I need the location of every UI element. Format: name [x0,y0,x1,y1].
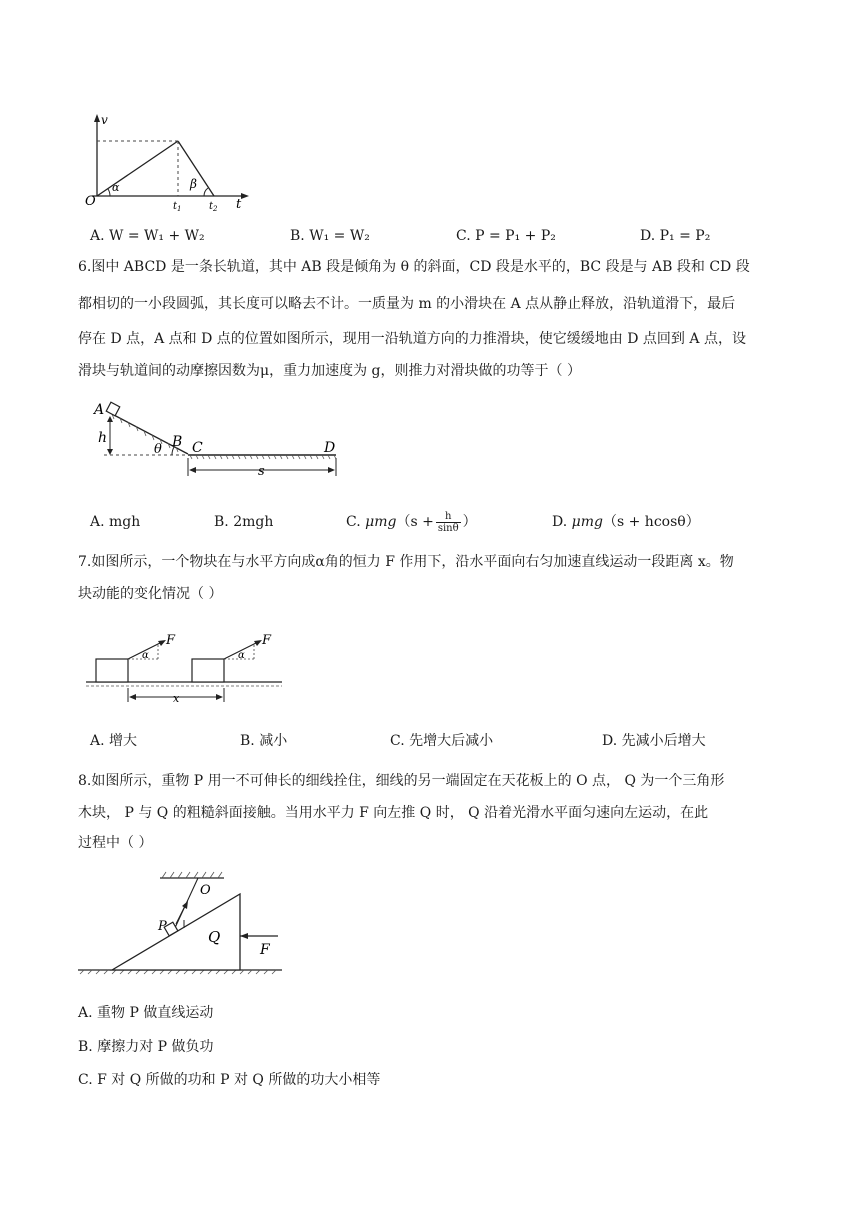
q6-line-2: 都相切的一小段圆弧，其长度可以略去不计。一质量为 m 的小滑块在 A 点从静止释放，沿轨道滑下，最后 [78,296,736,312]
s-arrow-right [328,467,335,473]
point-o-label: O [200,883,211,898]
q6-option-d-rest: （s + hcosθ） [602,514,700,530]
rising-segment [97,141,178,196]
weight-p-label: P [158,919,167,934]
q6-option-a[interactable]: A. mgh [90,514,141,530]
alpha-label: α [112,181,120,194]
fraction-denominator: sinθ [437,522,459,534]
ceiling-hatch [162,872,222,878]
q8-line-2: 木块， P 与 Q 的粗糙斜面接触。当用水平力 F 向左推 Q 时， Q 沿着光滑水平面匀速向左运动，在此 [78,805,709,821]
h-label: h [98,430,108,446]
q7-option-b[interactable]: B. 减小 [240,733,288,749]
q8-line-1: 8.如图所示，重物 P 用一不可伸长的细线拴住，细线的另一端固定在天花板上的 O 点， Q 为一个三角形 [78,773,725,789]
block-start [96,659,128,682]
q6-option-b[interactable]: B. 2mgh [214,514,274,530]
q6-option-d[interactable] [552,512,700,532]
q6-line-1: 6.图中 ABCD 是一条长轨道，其中 AB 段是倾角为 θ 的斜面，CD 段是水平的，BC 段是与 AB 段和 CD 段 [78,259,750,275]
point-b-label: B [172,434,183,450]
force-f-label: F [260,942,270,958]
t-axis-label: t [236,197,242,212]
s-label: s [258,464,265,479]
q6-option-c[interactable] [346,509,477,535]
q6-option-c-prefix: C. [346,514,366,530]
q5-option-c[interactable]: C. P = P₁ + P₂ [456,228,556,244]
q5-option-b[interactable]: B. W₁ = W₂ [290,228,370,244]
t-axis-arrow [241,193,249,199]
q8-option-b[interactable]: B. 摩擦力对 P 做负功 [78,1039,214,1055]
v-axis-label: v [101,113,108,127]
alpha-label-1: α [142,650,149,661]
q8-option-a[interactable]: A. 重物 P 做直线运动 [78,1005,214,1021]
point-c-label: C [192,440,203,456]
q7-option-c[interactable]: C. 先增大后减小 [390,733,494,749]
q6-option-c-open: （s + [396,514,434,530]
push-force-head [240,933,248,939]
theta-label: θ [154,442,162,457]
origin-label: O [85,194,96,209]
x-label: x [173,692,180,704]
t1-label: $t_1$ [173,201,182,212]
q6-option-c-mu: μmg [365,514,397,530]
height-arrow-down [107,449,113,455]
point-a-label: A [94,402,105,418]
q5-option-a[interactable]: A. W = W₁ + W₂ [90,228,205,244]
vt-graph-figure [84,112,254,212]
q6-option-c-fraction [436,511,461,534]
q6-option-d-mu: μmg [571,514,603,530]
q6-option-c-close: ） [462,514,477,530]
q7-line-2: 块动能的变化情况（ ） [78,586,223,602]
q6-line-3: 停在 D 点，A 点和 D 点的位置如图所示，现用一沿轨道方向的力推滑块，使它缓缓地由 D 点回到 A 点，设 [78,331,746,347]
height-arrow-up [107,416,113,422]
x-arrow-right [216,694,223,700]
tension-arrow-head [182,901,188,909]
q6-option-d-prefix: D. [552,514,572,530]
force-label-2: F [262,633,272,648]
point-d-label: D [324,440,336,456]
q6-line-4: 滑块与轨道间的动摩擦因数为μ，重力加速度为 g，则推力对滑块做的功等于（ ） [78,363,581,379]
beta-label: β [190,177,197,191]
alpha-arc [108,189,110,196]
slider-block [106,402,120,416]
x-arrow-left [129,694,136,700]
fraction-numerator: h [436,511,461,523]
wedge-q-label: Q [208,928,221,946]
beta-arc [204,188,208,196]
q7-option-a[interactable]: A. 增大 [90,733,138,749]
block-end [192,659,224,682]
t2-label: $t_2$ [209,201,218,212]
q8-option-c[interactable]: C. F 对 Q 所做的功和 P 对 Q 所做的功大小相等 [78,1072,381,1088]
force-label-1: F [166,633,176,648]
q7-line-1: 7.如图所示，一个物块在与水平方向成α角的恒力 F 作用下，沿水平面向右匀加速直线运动一段距离 x。物 [78,554,734,570]
v-axis-arrow [94,114,100,122]
track-abcd-figure [90,398,352,480]
block-force-figure [84,628,284,704]
wedge-figure [76,866,288,984]
q7-option-d[interactable]: D. 先减小后增大 [602,733,706,749]
s-arrow-left [189,467,196,473]
alpha-label-2: α [238,650,245,661]
q5-option-d[interactable]: D. P₁ = P₂ [640,228,711,244]
q8-line-3: 过程中（ ） [78,835,153,851]
